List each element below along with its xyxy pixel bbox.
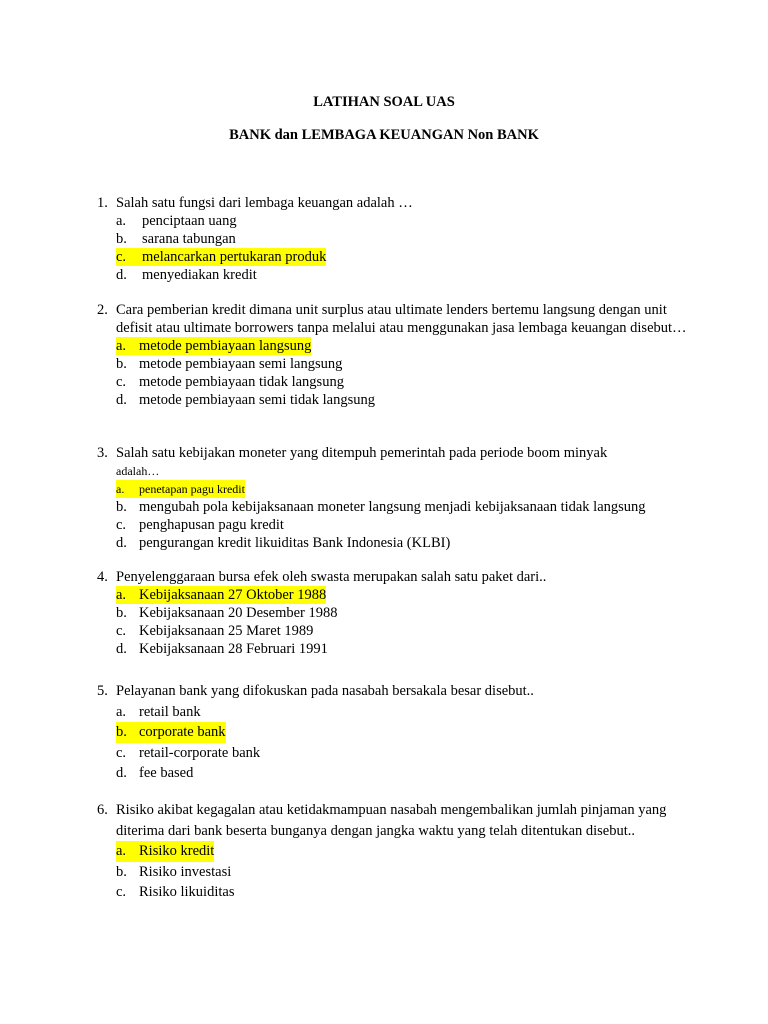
question-2 (97, 301, 687, 409)
question-number: 1. (97, 195, 108, 211)
answer-options (97, 586, 687, 658)
highlighted-answer (116, 722, 226, 743)
option-text: Kebijaksanaan 28 Februari 1991 (139, 641, 328, 657)
option-letter: a. (116, 213, 127, 229)
option-text: Kebijaksanaan 20 Desember 1988 (139, 605, 338, 621)
answer-option-d (116, 763, 687, 784)
answer-option-c (116, 882, 687, 903)
answer-option-c (116, 373, 687, 391)
option-text: metode pembiayaan semi tidak langsung (139, 392, 375, 408)
option-letter: a. (116, 482, 125, 496)
answer-option-a (116, 586, 687, 604)
answer-option-c (116, 248, 687, 266)
answer-option-b (116, 604, 687, 622)
question-number: 2. (97, 302, 108, 318)
option-text: Kebijaksanaan 27 Oktober 1988 (139, 587, 327, 603)
highlighted-answer (116, 248, 326, 266)
option-letter: d. (116, 641, 127, 657)
question-number: 3. (97, 445, 108, 461)
option-text: penetapan pagu kredit (139, 482, 245, 496)
answer-options (97, 702, 687, 784)
answer-option-d (116, 266, 687, 284)
answer-option-a (116, 337, 687, 355)
option-text: corporate bank (139, 724, 226, 741)
question-text: Salah satu fungsi dari lembaga keuangan adalah … (116, 195, 413, 211)
option-text: fee based (139, 765, 194, 782)
answer-option-a (116, 841, 687, 862)
answer-option-b (116, 862, 687, 883)
answer-option-b (116, 498, 687, 516)
option-letter: a. (116, 338, 127, 354)
option-text: metode pembiayaan semi langsung (139, 356, 343, 372)
option-letter: b. (116, 863, 127, 880)
option-text: retail-corporate bank (139, 744, 261, 761)
highlighted-answer (116, 586, 326, 604)
question-text: Penyelenggaraan bursa efek oleh swasta merupakan salah satu paket dari.. (116, 569, 547, 585)
option-text: Kebijaksanaan 25 Maret 1989 (139, 623, 314, 639)
answer-option-d (116, 391, 687, 409)
question-5 (97, 681, 687, 784)
option-text: mengubah pola kebijaksanaan moneter langsung menjadi kebijaksanaan tidak langsung (139, 499, 646, 515)
question-number: 5. (97, 683, 108, 699)
answer-options (97, 212, 687, 284)
answer-option-b (116, 355, 687, 373)
option-text: melancarkan pertukaran produk (142, 249, 327, 265)
question-number: 4. (97, 569, 108, 585)
answer-option-c (116, 743, 687, 764)
highlighted-answer (116, 480, 245, 498)
option-text: metode pembiayaan langsung (139, 338, 312, 354)
option-letter: c. (116, 517, 127, 533)
answer-option-b (116, 722, 687, 743)
highlighted-answer (116, 337, 311, 355)
option-letter: c. (116, 249, 127, 265)
option-text: menyediakan kredit (142, 267, 257, 283)
answer-option-b (116, 230, 687, 248)
option-text: Risiko likuiditas (139, 884, 235, 901)
option-text: pengurangan kredit likuiditas Bank Indonesia (KLBI) (139, 535, 451, 551)
document-subtitle: BANK dan LEMBAGA KEUANGAN Non BANK (229, 127, 539, 143)
option-text: penghapusan pagu kredit (139, 517, 284, 533)
question-number: 6. (97, 802, 108, 818)
answer-option-d (116, 640, 687, 658)
answer-option-a (116, 702, 687, 723)
option-letter: a. (116, 587, 127, 603)
option-letter: c. (116, 623, 127, 639)
question-text: Pelayanan bank yang difokuskan pada nasabah bersakala besar disebut.. (116, 683, 534, 699)
question-4 (97, 568, 687, 658)
option-letter: b. (116, 356, 127, 372)
question-1 (97, 194, 687, 284)
option-letter: b. (116, 231, 127, 247)
option-letter: b. (116, 605, 127, 621)
question-3 (97, 444, 687, 552)
option-text: retail bank (139, 703, 201, 720)
option-text: metode pembiayaan tidak langsung (139, 374, 344, 390)
option-letter: d. (116, 765, 127, 782)
option-letter: d. (116, 267, 127, 283)
option-text: Risiko kredit (139, 843, 215, 860)
option-letter: c. (116, 744, 127, 761)
answer-option-a (116, 480, 687, 498)
option-text: sarana tabungan (142, 231, 236, 247)
document-title: LATIHAN SOAL UAS (313, 94, 455, 110)
answer-options (97, 480, 687, 552)
option-letter: a. (116, 843, 127, 860)
question-6 (97, 800, 687, 903)
option-letter: d. (116, 392, 127, 408)
highlighted-answer (116, 841, 214, 862)
option-letter: c. (116, 374, 127, 390)
question-text: Salah satu kebijakan moneter yang ditempuh pemerintah pada periode boom minyak (116, 445, 608, 461)
option-text: Risiko investasi (139, 863, 232, 880)
option-text: penciptaan uang (142, 213, 237, 229)
answer-option-d (116, 534, 687, 552)
question-text-continued: adalah… (116, 464, 160, 478)
answer-options (97, 337, 687, 409)
answer-options (97, 841, 687, 903)
option-letter: b. (116, 724, 127, 741)
option-letter: c. (116, 884, 127, 901)
answer-option-a (116, 212, 687, 230)
answer-option-c (116, 516, 687, 534)
option-letter: a. (116, 703, 127, 720)
question-text: Cara pemberian kredit dimana unit surplus atau ultimate lenders bertemu langsung dengan unit defisit atau ultimate borrowers tanpa melalui atau menggunakan jasa lembaga keuangan disebut… (116, 302, 687, 336)
answer-option-c (116, 622, 687, 640)
question-text: Risiko akibat kegagalan atau ketidakmampuan nasabah mengembalikan jumlah pinjaman yang diterima dari bank beserta bunganya dengan jangka waktu yang telah ditentukan disebut.. (116, 802, 667, 839)
option-letter: d. (116, 535, 127, 551)
option-letter: b. (116, 499, 127, 515)
